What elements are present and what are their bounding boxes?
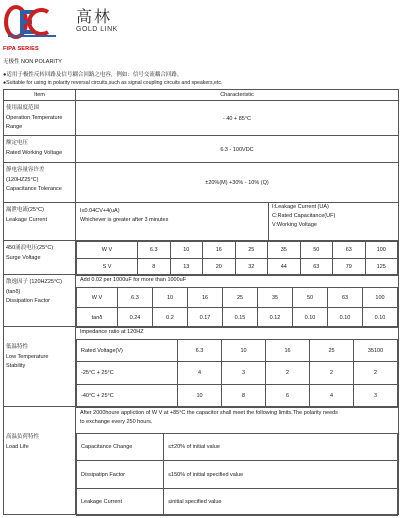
tan-tan-label: tanδ [77, 308, 118, 328]
brand-en-name: GOLD LINK [76, 26, 118, 33]
leak-label-en: Leakage Current [6, 216, 47, 223]
low-temp-grid: Rated Voltage(V) 6.3 10 16 25 35100 -25°C + 25°C 4 3 2 2 2 -40°C + 25°C 10 8 6 4 3 [76, 339, 398, 408]
low-temp-row [4, 326, 398, 407]
tan-wv-label: W V [77, 288, 118, 308]
header-characteristic: Characteristic [220, 92, 254, 98]
low-label-en2: Stability [6, 363, 26, 369]
temp-label-cn: 使用温度范围 [6, 105, 40, 111]
life-row: Capacitance Change ≤±20% of initial value [77, 434, 398, 461]
surge-label-cn: 450涌浪电压(25°C) [6, 245, 54, 251]
leak-label-cn: 漏泄电流(25°C) [6, 207, 44, 213]
rated-voltage-label: Rated Voltage(V) [77, 340, 178, 362]
tan-grid: W V 6.3 10 16 25 35 50 63 100 tanδ 0.24 0.2 0.17 0.15 0.12 0.10 0.10 0.10 [76, 287, 398, 328]
tan-note: Add 0.02 per 1000uF for more than 1000uF [80, 277, 187, 283]
low-row1-label: -25°C + 25°C [77, 362, 178, 385]
header-item: Item [34, 92, 45, 98]
rated-value: 6.3 - 100VDC [220, 146, 254, 153]
dissipation-row [4, 274, 398, 327]
tan-label-en1: (tanδ) [6, 288, 21, 295]
table-header-row [4, 90, 398, 100]
note-english: ●Suitable for using in polarity reversal circuits,such as signal coupling circuits and speakers,etc. [3, 80, 223, 86]
life-grid [76, 433, 398, 516]
cap-label-en1: (120HZ25°C) [6, 176, 39, 183]
capacitance-row [4, 162, 398, 203]
rated-label-en: Rated Working Voltage [6, 149, 63, 156]
rated-label-cn: 额定电压 [6, 140, 29, 146]
life-label-en: Load Life [6, 443, 29, 450]
rated-voltage-row [4, 135, 398, 163]
company-logo [4, 4, 184, 40]
surge-sv-label: S V [77, 259, 138, 276]
life-label-cn: 高温负荷特性 [6, 434, 40, 440]
cap-value: ±20%(M) +30% - 10% (Q) [205, 180, 269, 186]
polarity-line: 无极性 NON POLARITY [3, 59, 62, 65]
surge-row [4, 240, 398, 275]
cap-label-en2: Capacitance Tolerance [6, 186, 62, 192]
series-title: FIPA SERIES [3, 46, 39, 52]
impedance-note: Impedance ratio at 120HZ [80, 329, 144, 335]
life-row: Dissipatipn Factor ≤150% of initial specified value [77, 461, 398, 489]
leakage-row [4, 202, 398, 241]
surge-label-en: Surge Voltage [6, 254, 41, 261]
tan-label-en2: Dissipation Factor [6, 298, 51, 304]
temp-label-en1: Operation Temperature [6, 114, 63, 121]
brand-cn-name: 高林 [76, 7, 113, 26]
life-description: After 2000houre appliction of W V at +85°C the capacitor shall meet the following limits.The polarity needs to exchange every 250 hours. [80, 410, 338, 425]
low-row2-label: -40°C + 25°C [77, 385, 178, 408]
surge-grid: W V 6.3 10 16 25 35 50 63 100 S V 8 13 20 32 44 63 79 125 [76, 241, 398, 276]
spec-table [3, 89, 399, 515]
temp-value: - 40 + 85°C [222, 115, 252, 122]
low-label-en1: Low Temperature [6, 353, 49, 360]
surge-wv-label: W V [77, 242, 138, 259]
temperature-row [4, 100, 398, 136]
tan-label-cn: 散逸因子 (120HZ25°C) [6, 279, 62, 285]
leak-definitions: I:Leakage Current (UA) C:Rated Capacitance(UF) V:Working Voltage [272, 204, 336, 228]
note-chinese: ●适用于极性反转回路及信号耦合回路之电容，例如：信号交流耦合回路。 [3, 72, 183, 78]
cap-label-cn: 静电容量容许差 [6, 167, 45, 173]
low-label-cn: 低温特性 [6, 344, 29, 350]
load-life-row [4, 406, 398, 515]
life-row: Leakage Current ≤initial specified value [77, 489, 398, 516]
temp-label-en2: Range [6, 124, 23, 130]
leak-formula: I≤0.04CV+4(uA) Whichever is greater after 3 minutes [80, 208, 169, 223]
